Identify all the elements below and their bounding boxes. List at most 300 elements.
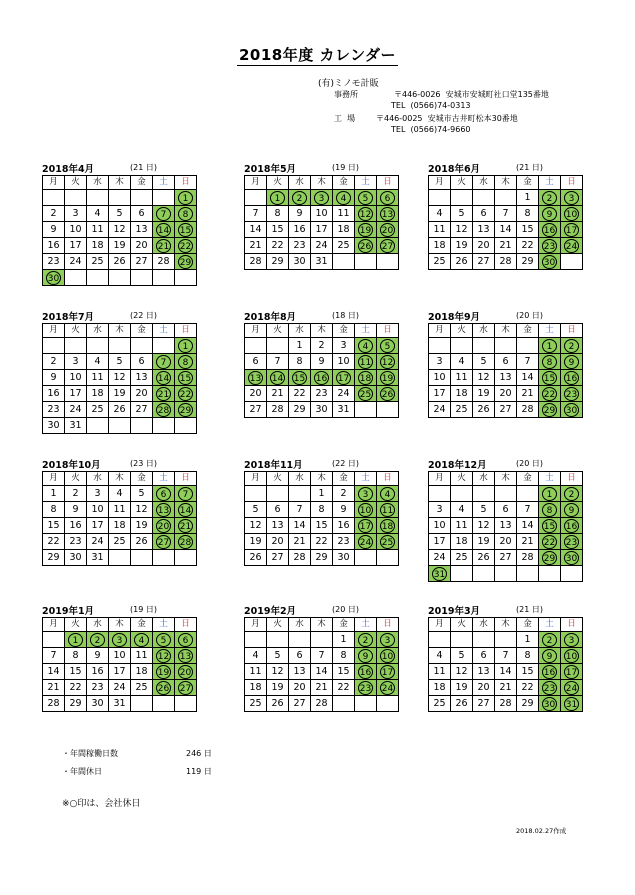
day-cell: 28 (289, 550, 311, 566)
holiday-circle-icon: 29 (542, 403, 557, 417)
day-cell: 27 (495, 550, 517, 566)
day-cell: 28 (267, 402, 289, 418)
day-cell: 12 (451, 222, 473, 238)
weekday-header: 火 (65, 618, 87, 632)
month-workdays: (20 日) (516, 459, 543, 468)
holiday-circle-icon: 16 (542, 223, 557, 237)
day-cell: 26 (451, 254, 473, 270)
month-name: 2018年11月 (244, 460, 303, 471)
month-header (428, 456, 606, 471)
day-cell: 20 (267, 534, 289, 550)
day-cell: 24 (87, 534, 109, 550)
empty-cell (495, 190, 517, 206)
month-header (42, 456, 220, 471)
month-header (428, 160, 606, 175)
day-cell: 18 (333, 222, 355, 238)
day-cell (377, 238, 399, 254)
day-cell: 12 (131, 502, 153, 518)
empty-cell (65, 270, 87, 286)
empty-cell (245, 632, 267, 648)
holiday-circle-icon: 17 (336, 371, 351, 385)
day-cell (539, 238, 561, 254)
day-cell: 27 (131, 254, 153, 270)
weekday-header: 金 (517, 176, 539, 190)
day-cell: 16 (65, 518, 87, 534)
empty-cell (429, 632, 451, 648)
empty-cell (245, 486, 267, 502)
month-calendar (428, 308, 606, 418)
weekday-header: 日 (561, 324, 583, 338)
day-cell (355, 206, 377, 222)
weekday-header: 火 (267, 324, 289, 338)
day-cell (355, 238, 377, 254)
weekday-header: 日 (561, 176, 583, 190)
weekday-header: 日 (175, 472, 197, 486)
day-cell: 12 (451, 664, 473, 680)
day-cell: 2 (333, 486, 355, 502)
day-cell (175, 648, 197, 664)
day-cell (539, 486, 561, 502)
day-cell: 27 (267, 550, 289, 566)
day-cell: 11 (429, 222, 451, 238)
day-cell: 23 (43, 254, 65, 270)
day-cell: 28 (311, 696, 333, 712)
day-cell: 25 (429, 254, 451, 270)
holiday-circle-icon: 14 (270, 371, 285, 385)
month-name: 2018年6月 (428, 164, 481, 175)
weekday-header: 水 (289, 324, 311, 338)
empty-cell (561, 254, 583, 270)
day-cell: 2 (43, 206, 65, 222)
empty-cell (175, 270, 197, 286)
weekday-header: 日 (175, 618, 197, 632)
holiday-circle-icon: 26 (358, 239, 373, 253)
weekday-header: 木 (109, 324, 131, 338)
month-calendar (42, 308, 220, 434)
weekday-header: 木 (495, 324, 517, 338)
holiday-circle-icon: 5 (380, 339, 395, 353)
day-cell: 11 (87, 370, 109, 386)
month-workdays: (19 日) (332, 163, 359, 172)
holiday-circle-icon: 3 (380, 633, 395, 647)
day-cell: 16 (43, 386, 65, 402)
weekday-header: 水 (473, 176, 495, 190)
day-cell (561, 190, 583, 206)
day-cell: 20 (289, 680, 311, 696)
weekday-header: 火 (451, 618, 473, 632)
day-cell: 13 (473, 664, 495, 680)
day-cell: 15 (333, 664, 355, 680)
holiday-circle-icon: 9 (542, 207, 557, 221)
holiday-circle-icon: 23 (564, 535, 579, 549)
weekday-header: 金 (333, 324, 355, 338)
holiday-circle-icon: 2 (292, 191, 307, 205)
day-cell: 16 (43, 238, 65, 254)
holiday-circle-icon: 18 (380, 519, 395, 533)
office-tel: TEL (0566)74-0313 (391, 101, 471, 110)
empty-cell (109, 338, 131, 354)
holiday-circle-icon: 15 (542, 519, 557, 533)
weekday-header: 金 (333, 618, 355, 632)
holiday-circle-icon: 28 (156, 403, 171, 417)
empty-cell (153, 550, 175, 566)
day-cell: 15 (517, 222, 539, 238)
holiday-circle-icon: 18 (358, 371, 373, 385)
weekday-header: 木 (495, 176, 517, 190)
day-cell: 12 (473, 518, 495, 534)
day-cell (175, 534, 197, 550)
weekday-header: 金 (131, 472, 153, 486)
day-cell: 3 (429, 502, 451, 518)
day-cell: 8 (517, 206, 539, 222)
day-cell: 14 (43, 664, 65, 680)
holiday-circle-icon: 31 (564, 697, 579, 711)
day-cell: 8 (333, 648, 355, 664)
day-cell: 25 (429, 696, 451, 712)
day-cell (539, 206, 561, 222)
day-cell (153, 386, 175, 402)
day-cell (377, 632, 399, 648)
empty-cell (131, 696, 153, 712)
day-cell: 12 (267, 664, 289, 680)
day-cell: 29 (517, 254, 539, 270)
empty-cell (65, 338, 87, 354)
month-name: 2018年9月 (428, 312, 481, 323)
month-table (244, 175, 399, 270)
empty-cell (65, 190, 87, 206)
holiday-circle-icon: 30 (564, 403, 579, 417)
holiday-circle-icon: 20 (156, 519, 171, 533)
holiday-circle-icon: 15 (178, 371, 193, 385)
day-cell: 25 (451, 402, 473, 418)
holiday-circle-icon: 26 (380, 387, 395, 401)
day-cell: 20 (245, 386, 267, 402)
holiday-circle-icon: 19 (380, 371, 395, 385)
day-cell: 8 (517, 648, 539, 664)
day-cell: 25 (131, 680, 153, 696)
weekday-header: 金 (131, 324, 153, 338)
empty-cell (131, 338, 153, 354)
month-table (244, 471, 399, 566)
holiday-circle-icon: 14 (156, 371, 171, 385)
day-cell: 10 (65, 370, 87, 386)
day-cell: 6 (289, 648, 311, 664)
day-cell: 13 (473, 222, 495, 238)
day-cell: 3 (65, 354, 87, 370)
day-cell: 13 (267, 518, 289, 534)
holiday-circle-icon: 23 (542, 681, 557, 695)
day-cell (355, 518, 377, 534)
month-table (42, 323, 197, 434)
weekday-header: 水 (289, 618, 311, 632)
day-cell: 7 (495, 648, 517, 664)
empty-cell (451, 486, 473, 502)
holiday-circle-icon: 1 (542, 487, 557, 501)
holiday-circle-icon: 17 (358, 519, 373, 533)
holiday-circle-icon: 1 (178, 191, 193, 205)
day-cell (153, 486, 175, 502)
day-cell: 24 (65, 402, 87, 418)
day-cell: 13 (289, 664, 311, 680)
weekday-header: 火 (267, 176, 289, 190)
office-address: 〒446-0026 安城市安城町社口堂135番地 (394, 90, 549, 99)
day-cell: 21 (289, 534, 311, 550)
empty-cell (377, 696, 399, 712)
empty-cell (473, 338, 495, 354)
day-cell (175, 386, 197, 402)
day-cell: 17 (65, 386, 87, 402)
holiday-circle-icon: 26 (156, 681, 171, 695)
holiday-circle-icon: 15 (292, 371, 307, 385)
day-cell: 24 (429, 550, 451, 566)
day-cell: 27 (289, 696, 311, 712)
empty-cell (131, 190, 153, 206)
day-cell: 23 (311, 386, 333, 402)
day-cell (355, 222, 377, 238)
empty-cell (245, 190, 267, 206)
day-cell (153, 680, 175, 696)
day-cell: 18 (451, 534, 473, 550)
holiday-circle-icon: 27 (178, 681, 193, 695)
day-cell: 22 (267, 238, 289, 254)
annual-holidays-value: 119 日 (186, 767, 212, 776)
day-cell: 18 (109, 518, 131, 534)
day-cell: 19 (451, 238, 473, 254)
month-calendar (244, 456, 422, 566)
weekday-header: 月 (245, 324, 267, 338)
weekday-header: 月 (245, 618, 267, 632)
day-cell (175, 518, 197, 534)
day-cell: 22 (65, 680, 87, 696)
day-cell: 10 (311, 206, 333, 222)
day-cell: 10 (87, 502, 109, 518)
day-cell: 4 (429, 648, 451, 664)
day-cell (561, 354, 583, 370)
day-cell: 21 (517, 534, 539, 550)
day-cell: 3 (429, 354, 451, 370)
day-cell: 10 (65, 222, 87, 238)
day-cell (175, 238, 197, 254)
day-cell (561, 486, 583, 502)
holiday-circle-icon: 16 (358, 665, 373, 679)
weekday-header: 金 (517, 472, 539, 486)
day-cell (539, 502, 561, 518)
holiday-circle-icon: 13 (380, 207, 395, 221)
day-cell: 26 (245, 550, 267, 566)
day-cell (175, 680, 197, 696)
day-cell (153, 238, 175, 254)
weekday-header: 月 (43, 176, 65, 190)
day-cell (539, 550, 561, 566)
weekday-header: 水 (289, 472, 311, 486)
weekday-header: 火 (451, 176, 473, 190)
holiday-circle-icon: 30 (542, 697, 557, 711)
holiday-circle-icon: 19 (156, 665, 171, 679)
day-cell (561, 402, 583, 418)
day-cell: 25 (245, 696, 267, 712)
day-cell (377, 664, 399, 680)
day-cell: 30 (43, 418, 65, 434)
holiday-circle-icon: 28 (178, 535, 193, 549)
month-calendar (428, 456, 606, 582)
day-cell: 28 (495, 696, 517, 712)
month-calendar (428, 602, 606, 712)
day-cell: 24 (311, 238, 333, 254)
holiday-circle-icon: 21 (178, 519, 193, 533)
day-cell (561, 534, 583, 550)
holiday-circle-icon: 29 (178, 403, 193, 417)
day-cell: 17 (429, 386, 451, 402)
month-workdays: (21 日) (516, 605, 543, 614)
holiday-circle-icon: 3 (564, 191, 579, 205)
day-cell (175, 632, 197, 648)
holiday-circle-icon: 31 (432, 567, 447, 581)
day-cell (377, 206, 399, 222)
month-workdays: (22 日) (130, 311, 157, 320)
empty-cell (87, 270, 109, 286)
day-cell: 26 (473, 402, 495, 418)
empty-cell (561, 566, 583, 582)
empty-cell (429, 338, 451, 354)
day-cell (377, 338, 399, 354)
weekday-header: 水 (473, 324, 495, 338)
weekday-header: 木 (109, 472, 131, 486)
day-cell: 8 (311, 502, 333, 518)
day-cell: 31 (333, 402, 355, 418)
day-cell: 13 (495, 518, 517, 534)
weekday-header: 日 (175, 324, 197, 338)
weekday-header: 木 (311, 324, 333, 338)
factory-tel: TEL (0566)74-9660 (391, 125, 471, 134)
day-cell: 4 (451, 354, 473, 370)
day-cell (43, 270, 65, 286)
weekday-header: 月 (429, 324, 451, 338)
day-cell: 14 (245, 222, 267, 238)
empty-cell (539, 566, 561, 582)
day-cell: 22 (289, 386, 311, 402)
day-cell: 28 (495, 254, 517, 270)
empty-cell (495, 338, 517, 354)
empty-cell (495, 632, 517, 648)
weekday-header: 土 (355, 618, 377, 632)
empty-cell (451, 190, 473, 206)
weekday-header: 月 (43, 618, 65, 632)
holiday-circle-icon: 25 (358, 387, 373, 401)
holiday-circle-icon: 1 (270, 191, 285, 205)
empty-cell (43, 338, 65, 354)
weekday-header: 日 (377, 324, 399, 338)
day-cell (175, 370, 197, 386)
holiday-circle-icon: 11 (358, 355, 373, 369)
day-cell: 10 (429, 518, 451, 534)
empty-cell (109, 550, 131, 566)
holiday-circle-icon: 23 (542, 239, 557, 253)
day-cell (153, 402, 175, 418)
day-cell: 20 (495, 534, 517, 550)
day-cell: 19 (473, 534, 495, 550)
day-cell (539, 370, 561, 386)
holiday-circle-icon: 4 (336, 191, 351, 205)
empty-cell (175, 550, 197, 566)
day-cell: 11 (87, 222, 109, 238)
day-cell: 29 (517, 696, 539, 712)
holiday-circle-icon: 4 (358, 339, 373, 353)
empty-cell (473, 632, 495, 648)
day-cell: 26 (131, 534, 153, 550)
holiday-circle-icon: 24 (564, 681, 579, 695)
day-cell: 21 (267, 386, 289, 402)
day-cell (539, 664, 561, 680)
day-cell: 22 (311, 534, 333, 550)
day-cell: 26 (109, 254, 131, 270)
day-cell: 31 (87, 550, 109, 566)
weekday-header: 月 (245, 472, 267, 486)
month-name: 2018年10月 (42, 460, 101, 471)
day-cell: 6 (267, 502, 289, 518)
day-cell (561, 222, 583, 238)
day-cell: 7 (517, 502, 539, 518)
empty-cell (517, 486, 539, 502)
month-header (42, 308, 220, 323)
weekday-header: 日 (377, 176, 399, 190)
day-cell: 24 (65, 254, 87, 270)
month-table (42, 617, 197, 712)
day-cell: 4 (109, 486, 131, 502)
day-cell: 29 (43, 550, 65, 566)
day-cell: 14 (311, 664, 333, 680)
day-cell: 16 (289, 222, 311, 238)
weekday-header: 月 (429, 472, 451, 486)
day-cell (539, 190, 561, 206)
day-cell: 8 (267, 206, 289, 222)
day-cell: 16 (87, 664, 109, 680)
day-cell (561, 502, 583, 518)
empty-cell (495, 566, 517, 582)
day-cell: 27 (245, 402, 267, 418)
day-cell (377, 648, 399, 664)
weekday-header: 木 (311, 472, 333, 486)
day-cell: 6 (473, 206, 495, 222)
day-cell (561, 648, 583, 664)
weekday-header: 日 (561, 618, 583, 632)
empty-cell (289, 632, 311, 648)
holiday-circle-icon: 1 (178, 339, 193, 353)
holiday-circle-icon: 20 (380, 223, 395, 237)
holiday-circle-icon: 3 (358, 487, 373, 501)
day-cell (561, 680, 583, 696)
weekday-header: 土 (153, 618, 175, 632)
day-cell: 7 (311, 648, 333, 664)
day-cell (175, 254, 197, 270)
weekday-header: 土 (539, 324, 561, 338)
day-cell (561, 238, 583, 254)
day-cell (175, 338, 197, 354)
day-cell: 6 (495, 502, 517, 518)
day-cell: 5 (109, 206, 131, 222)
empty-cell (517, 338, 539, 354)
weekday-header: 金 (517, 324, 539, 338)
factory-address: 〒446-0025 安城市古井町松本30番地 (376, 114, 518, 123)
day-cell: 8 (65, 648, 87, 664)
empty-cell (267, 486, 289, 502)
empty-cell (175, 696, 197, 712)
annual-holidays-label: ・年間休日 (62, 767, 102, 776)
day-cell (289, 370, 311, 386)
day-cell: 14 (289, 518, 311, 534)
day-cell (561, 664, 583, 680)
weekday-header: 水 (87, 618, 109, 632)
day-cell: 26 (109, 402, 131, 418)
